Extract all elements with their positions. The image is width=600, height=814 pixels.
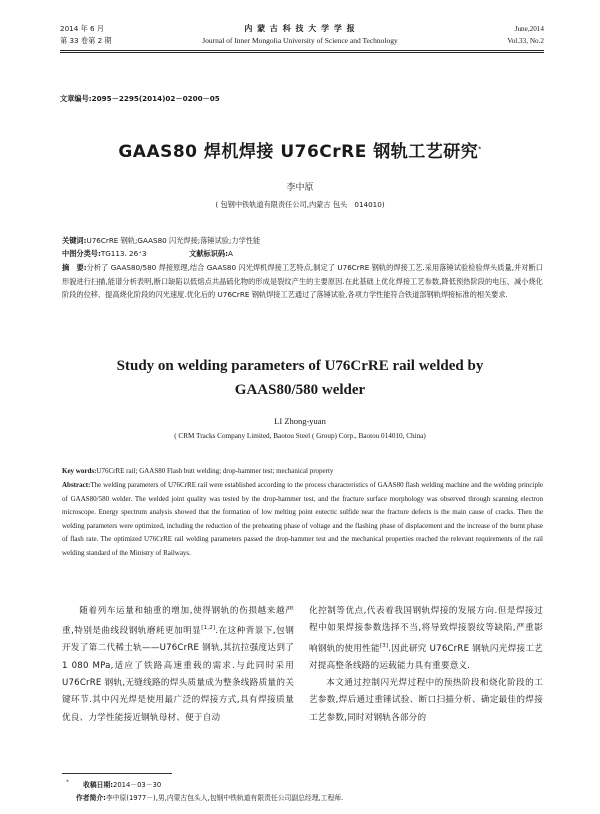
abstract-en-text: The welding parameters of U76CrRE rail were established according to the process characteristics of GAAS80 flash welding machine and the welding principle of GAAS80/580 welder. The welded joint quality was tested by the drop-hammer test, and the fracture surface morphology was observed through scanning electron microscope. Energy spectrum analysis showed that the formation of low melting point eutectic sulfide near the fracture defects is the main cause of cracks. Then the welding parameters were optimized, including the reduction of the preheating phase of voltage and the flashing phase of displacement and the increase of the burnt phase of flash rate. The optimized U76CrRE rail welding parameters passed the drop-hammer test and the mechanical properties reached the relevant requirements of the rail welding standard of the Ministry of Railways. [62,481,543,557]
classification-label: 中图分类号: [62,249,101,258]
title-en-line1: Study on welding parameters of U76CrRE rail welded by [116,358,484,374]
header-volume-en: Vol.33, No.2 [507,37,544,45]
abstract-en [62,479,543,587]
title-en-line2: GAAS80/580 welder [234,382,366,398]
footnote-received-date: 2014－03－30 [113,781,162,789]
footnote-received-label: 收稿日期: [83,781,113,789]
body-right-text-a: 化控制等优点,代表着我国钢轨焊接的发展方向.但是焊接过程中如果焊接参数选择不当,将导致焊接裂纹等缺陷,严重影响钢轨的使用性能 [309,606,543,654]
doc-code-value: A [227,249,233,258]
body-left-citation: [1,2] [201,625,216,632]
footnote-mark: * [66,779,69,786]
abstract-zh-label: 摘 要: [62,263,87,272]
header-journal-en: Journal of Inner Mongolia University of Science and Technology [202,36,398,45]
body-column-right [309,603,543,777]
body-right-paragraph-1 [309,603,543,675]
header-volume-zh: 第 33 卷第 2 期 [60,36,112,45]
body-right-paragraph-2: 本文通过控制闪光焊过程中的预热阶段和烧化阶段的工艺参数,焊后通过重锤试验、断口扫描分析、确定最佳的焊接工艺参数,同时对钢轨各部分的 [309,678,543,723]
keywords-en-label: Key words: [62,467,97,475]
header-issue-zh: 2014 年 6 月 [60,24,105,33]
affiliation-zh: ( 包钢中铁轨道有限责任公司,内蒙古 包头 014010) [215,200,385,209]
header-journal-zh: 内 蒙 古 科 技 大 学 学 报 [244,24,356,33]
body-left-text-a: 随着列车运量和轴重的增加,使得钢轨的伤损越来越严重,特别是曲线段钢轨磨耗更加明显 [62,606,294,637]
classification-line [62,247,542,261]
article-number: 文章编号:2095－2295(2014)02－0200－05 [60,94,220,103]
footnote-received [66,779,161,789]
title-footnote-mark: * [478,146,482,153]
abstract-en-label: Abstract: [62,481,91,489]
keywords-zh-label: 关键词: [62,236,87,245]
body-right-text-b: .因此研究 U76CrRE 钢轨闪光焊接工艺对提高整条线路的运载能力具有重要意义. [309,643,543,671]
header-rule-bottom [60,52,544,53]
body-column-left [62,603,294,777]
footnote-author-label: 作者简介: [76,794,106,802]
affiliation-en: ( CRM Tracks Company Limited, Baotou Steel ( Group) Corp., Baotou 014010, China) [174,432,426,440]
doc-code-label: 文献标识码: [189,249,228,258]
header-issue-en: June,2014 [514,25,544,33]
footnote-author [76,792,343,802]
classification-value: TG113. 26⁺3 [100,249,147,258]
title-zh [0,137,600,162]
keywords-zh-text: U76CrRE 钢轨;GAAS80 闪光焊接;落锤试验;力学性能 [86,236,261,245]
body-left-text-b: .在这种背景下,包钢开发了第二代稀土轨——U76CrRE 钢轨,其抗拉强度达到了 1 080 MPa,适应了铁路高速重载的需求.与此同时采用 U76CrRE 钢轨,无缝线路的焊头质量成为整条线路质量的关键环节.其中闪光焊是使用最广泛的焊接方式,具有焊接质量优良、力学性能接近钢轨母材、便于自动 [62,626,294,723]
author-zh: 李中原 [286,183,314,193]
footnote-rule [62,773,172,774]
header-rule-top [60,50,544,51]
title-en [0,356,600,401]
keywords-en-text: U76CrRE rail; GAAS80 Flash butt welding; drop-hammer test; mechanical property [96,467,334,475]
title-zh-text: GAAS80 焊机焊接 U76CrRE 钢轨工艺研究 [118,142,479,162]
abstract-zh [62,261,543,341]
abstract-zh-text: 分析了 GAAS80/580 焊接原理,结合 GAAS80 闪光焊机焊接工艺特点,制定了 U76CrRE 钢轨的焊接工艺.采用落锤试验检验焊头质量,并对断口形貌进行扫描,能谱分析表明,断口缺陷以低熔点共晶硫化物的形成是裂纹产生的主要原因.在此基础上优化焊接工艺参数,降低预热阶段的电压、减小烧化阶段的位移、提高烧化阶段的闪光速度.优化后的 U76CrRE 钢轨焊接工艺通过了落锤试验,各项力学性能符合铁道部钢轨焊接标准的相关要求. [62,263,543,299]
keywords-zh [62,234,542,248]
body-right-citation: [3] [379,642,389,649]
footnote-author-info: 李中原(1977－),男,内蒙古包头人,包钢中铁轨道有限责任公司副总经理,工程师. [105,794,344,802]
keywords-en [62,465,542,479]
author-en: LI Zhong-yuan [274,416,326,426]
